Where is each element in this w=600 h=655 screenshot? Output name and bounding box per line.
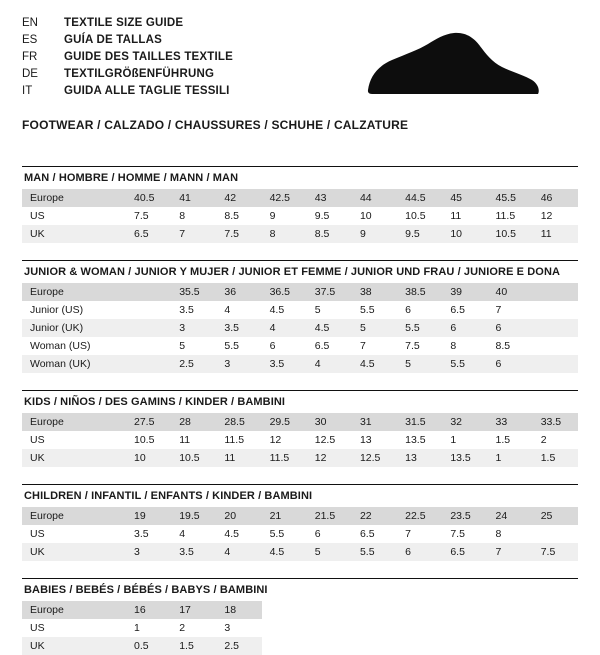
cell: 4.5 xyxy=(262,301,307,319)
table-row xyxy=(22,337,578,355)
row-label: Junior (US) xyxy=(22,301,126,319)
cell: 6 xyxy=(397,301,442,319)
cell: 7.5 xyxy=(442,525,487,543)
section-divider xyxy=(22,260,578,261)
cell: 33.5 xyxy=(533,413,578,431)
cell: 6 xyxy=(488,319,533,337)
cell: 4 xyxy=(307,355,352,373)
size-table-kids xyxy=(22,413,578,467)
cell xyxy=(126,301,171,319)
row-label: US xyxy=(22,619,126,637)
section-man xyxy=(22,166,578,243)
cell: 5.5 xyxy=(352,301,397,319)
cell: 9 xyxy=(352,225,397,243)
cell xyxy=(352,637,397,655)
cell: 38 xyxy=(352,283,397,301)
cell xyxy=(533,283,578,301)
language-title: GUIDE DES TAILLES TEXTILE xyxy=(64,51,233,63)
cell: 22.5 xyxy=(397,507,442,525)
cell: 9.5 xyxy=(307,207,352,225)
language-row xyxy=(22,84,233,101)
cell: 45.5 xyxy=(488,189,533,207)
cell: 18 xyxy=(216,601,261,619)
cell: 6.5 xyxy=(352,525,397,543)
size-table-babies xyxy=(22,601,578,655)
cell: 1.5 xyxy=(488,431,533,449)
cell: 2.5 xyxy=(216,637,261,655)
cell: 5.5 xyxy=(442,355,487,373)
cell xyxy=(533,525,578,543)
footwear-heading: FOOTWEAR / CALZADO / CHAUSSURES / SCHUHE / CALZATURE xyxy=(22,118,409,132)
cell xyxy=(488,619,533,637)
cell xyxy=(397,601,442,619)
cell xyxy=(533,637,578,655)
section-kids xyxy=(22,390,578,467)
cell: 4.5 xyxy=(352,355,397,373)
cell: 4 xyxy=(262,319,307,337)
cell: 5.5 xyxy=(352,543,397,561)
cell xyxy=(262,601,307,619)
cell: 8.5 xyxy=(307,225,352,243)
cell xyxy=(533,601,578,619)
cell: 1 xyxy=(488,449,533,467)
cell: 12 xyxy=(262,431,307,449)
cell xyxy=(126,355,171,373)
row-label: Europe xyxy=(22,283,126,301)
section-title: KIDS / NIÑOS / DES GAMINS / KINDER / BAMBINI xyxy=(24,396,286,408)
cell: 13.5 xyxy=(442,449,487,467)
dress-shoe-icon xyxy=(362,30,542,106)
cell xyxy=(397,619,442,637)
language-code: DE xyxy=(22,68,38,80)
cell: 8.5 xyxy=(216,207,261,225)
cell: 2 xyxy=(533,431,578,449)
cell: 13.5 xyxy=(397,431,442,449)
cell: 6.5 xyxy=(307,337,352,355)
cell: 11.5 xyxy=(488,207,533,225)
cell: 11 xyxy=(442,207,487,225)
table-row xyxy=(22,543,578,561)
cell: 11.5 xyxy=(262,449,307,467)
cell: 31.5 xyxy=(397,413,442,431)
table-row xyxy=(22,189,578,207)
cell: 21.5 xyxy=(307,507,352,525)
cell: 37.5 xyxy=(307,283,352,301)
cell: 6.5 xyxy=(442,543,487,561)
cell: 38.5 xyxy=(397,283,442,301)
row-label: US xyxy=(22,207,126,225)
cell: 42 xyxy=(216,189,261,207)
cell: 9 xyxy=(262,207,307,225)
cell: 4 xyxy=(216,543,261,561)
section-title: BABIES / BEBÉS / BÉBÉS / BABYS / BAMBINI xyxy=(24,584,268,596)
cell: 32 xyxy=(442,413,487,431)
cell: 40.5 xyxy=(126,189,171,207)
cell: 31 xyxy=(352,413,397,431)
cell: 7 xyxy=(352,337,397,355)
cell: 12 xyxy=(533,207,578,225)
cell: 7 xyxy=(488,301,533,319)
cell: 10 xyxy=(126,449,171,467)
cell: 0.5 xyxy=(126,637,171,655)
cell: 33 xyxy=(488,413,533,431)
cell: 40 xyxy=(488,283,533,301)
cell: 12.5 xyxy=(352,449,397,467)
cell: 27.5 xyxy=(126,413,171,431)
language-row xyxy=(22,50,233,67)
cell: 2 xyxy=(171,619,216,637)
cell: 10.5 xyxy=(488,225,533,243)
table-row xyxy=(22,413,578,431)
row-label: US xyxy=(22,525,126,543)
cell xyxy=(533,319,578,337)
cell: 8 xyxy=(488,525,533,543)
table-row xyxy=(22,283,578,301)
cell: 6 xyxy=(397,543,442,561)
table-row xyxy=(22,301,578,319)
table-row xyxy=(22,637,578,655)
cell: 19 xyxy=(126,507,171,525)
cell: 7.5 xyxy=(126,207,171,225)
cell: 3.5 xyxy=(126,525,171,543)
section-title: MAN / HOMBRE / HOMME / MANN / MAN xyxy=(24,172,239,184)
row-label: US xyxy=(22,431,126,449)
cell: 44.5 xyxy=(397,189,442,207)
cell xyxy=(442,619,487,637)
cell xyxy=(442,637,487,655)
cell: 16 xyxy=(126,601,171,619)
cell: 41 xyxy=(171,189,216,207)
cell: 4 xyxy=(171,525,216,543)
cell xyxy=(262,637,307,655)
row-label: Europe xyxy=(22,413,126,431)
section-junior-woman xyxy=(22,260,578,373)
cell xyxy=(307,637,352,655)
row-label: Junior (UK) xyxy=(22,319,126,337)
cell: 6.5 xyxy=(442,301,487,319)
table-row xyxy=(22,355,578,373)
cell: 28.5 xyxy=(216,413,261,431)
cell xyxy=(352,601,397,619)
cell: 20 xyxy=(216,507,261,525)
cell xyxy=(533,355,578,373)
section-title: CHILDREN / INFANTIL / ENFANTS / KINDER / BAMBINI xyxy=(24,490,313,502)
cell: 22 xyxy=(352,507,397,525)
cell: 4.5 xyxy=(216,525,261,543)
cell: 25 xyxy=(533,507,578,525)
section-title: JUNIOR & WOMAN / JUNIOR Y MUJER / JUNIOR ET FEMME / JUNIOR UND FRAU / JUNIORE E DONA xyxy=(24,266,561,278)
cell: 7 xyxy=(171,225,216,243)
cell: 1 xyxy=(126,619,171,637)
table-row xyxy=(22,207,578,225)
cell: 11 xyxy=(171,431,216,449)
row-label: UK xyxy=(22,225,126,243)
row-label: UK xyxy=(22,543,126,561)
row-label: Woman (UK) xyxy=(22,355,126,373)
cell: 8 xyxy=(262,225,307,243)
cell: 28 xyxy=(171,413,216,431)
cell xyxy=(442,601,487,619)
row-label: UK xyxy=(22,449,126,467)
cell: 3.5 xyxy=(171,543,216,561)
document-header xyxy=(22,16,578,108)
language-row xyxy=(22,16,233,33)
cell: 10.5 xyxy=(126,431,171,449)
cell: 2.5 xyxy=(171,355,216,373)
cell: 12.5 xyxy=(307,431,352,449)
cell: 8 xyxy=(171,207,216,225)
size-table-junior-woman xyxy=(22,283,578,373)
cell: 1.5 xyxy=(171,637,216,655)
cell: 4.5 xyxy=(307,319,352,337)
cell: 8.5 xyxy=(488,337,533,355)
table-row xyxy=(22,431,578,449)
cell: 1 xyxy=(442,431,487,449)
cell: 17 xyxy=(171,601,216,619)
language-row xyxy=(22,67,233,84)
cell: 19.5 xyxy=(171,507,216,525)
cell: 10 xyxy=(442,225,487,243)
cell: 4.5 xyxy=(262,543,307,561)
cell: 5.5 xyxy=(262,525,307,543)
cell: 29.5 xyxy=(262,413,307,431)
table-row xyxy=(22,525,578,543)
cell xyxy=(126,319,171,337)
cell: 1.5 xyxy=(533,449,578,467)
cell: 30 xyxy=(307,413,352,431)
cell: 44 xyxy=(352,189,397,207)
section-divider xyxy=(22,484,578,485)
cell xyxy=(307,619,352,637)
cell: 7.5 xyxy=(533,543,578,561)
section-babies xyxy=(22,578,578,655)
table-row xyxy=(22,619,578,637)
row-label: Europe xyxy=(22,601,126,619)
section-divider xyxy=(22,578,578,579)
cell: 6 xyxy=(488,355,533,373)
cell xyxy=(533,337,578,355)
cell: 5 xyxy=(307,543,352,561)
language-title-list xyxy=(22,16,233,101)
cell: 8 xyxy=(442,337,487,355)
cell: 10 xyxy=(352,207,397,225)
language-code: FR xyxy=(22,51,38,63)
language-title: GUIDA ALLE TAGLIE TESSILI xyxy=(64,85,230,97)
cell xyxy=(397,637,442,655)
cell: 5 xyxy=(307,301,352,319)
cell: 39 xyxy=(442,283,487,301)
cell: 10.5 xyxy=(397,207,442,225)
cell: 12 xyxy=(307,449,352,467)
cell: 13 xyxy=(352,431,397,449)
cell: 36 xyxy=(216,283,261,301)
language-code: EN xyxy=(22,17,38,29)
language-code: IT xyxy=(22,85,33,97)
size-table-man xyxy=(22,189,578,243)
cell: 10.5 xyxy=(171,449,216,467)
table-row xyxy=(22,225,578,243)
row-label: UK xyxy=(22,637,126,655)
table-row xyxy=(22,507,578,525)
row-label: Europe xyxy=(22,507,126,525)
language-code: ES xyxy=(22,34,38,46)
cell: 42.5 xyxy=(262,189,307,207)
cell xyxy=(262,619,307,637)
cell: 11 xyxy=(216,449,261,467)
cell: 9.5 xyxy=(397,225,442,243)
language-title: GUÍA DE TALLAS xyxy=(64,34,162,46)
cell: 7.5 xyxy=(397,337,442,355)
table-row xyxy=(22,449,578,467)
cell xyxy=(352,619,397,637)
cell: 7 xyxy=(397,525,442,543)
cell: 24 xyxy=(488,507,533,525)
cell: 45 xyxy=(442,189,487,207)
cell: 5 xyxy=(397,355,442,373)
cell: 3 xyxy=(126,543,171,561)
cell: 5 xyxy=(171,337,216,355)
table-row xyxy=(22,601,578,619)
cell: 6.5 xyxy=(126,225,171,243)
cell xyxy=(488,601,533,619)
section-children xyxy=(22,484,578,561)
cell: 6 xyxy=(307,525,352,543)
cell: 6 xyxy=(442,319,487,337)
cell: 3 xyxy=(216,355,261,373)
cell: 3.5 xyxy=(216,319,261,337)
cell: 5 xyxy=(352,319,397,337)
cell: 6 xyxy=(262,337,307,355)
cell: 3 xyxy=(216,619,261,637)
cell: 7 xyxy=(488,543,533,561)
cell: 11.5 xyxy=(216,431,261,449)
cell: 3.5 xyxy=(262,355,307,373)
row-label: Woman (US) xyxy=(22,337,126,355)
language-title: TEXTILE SIZE GUIDE xyxy=(64,17,184,29)
language-row xyxy=(22,33,233,50)
section-divider xyxy=(22,390,578,391)
cell: 21 xyxy=(262,507,307,525)
cell: 36.5 xyxy=(262,283,307,301)
cell: 23.5 xyxy=(442,507,487,525)
section-divider xyxy=(22,166,578,167)
cell xyxy=(533,301,578,319)
cell xyxy=(307,601,352,619)
cell: 13 xyxy=(397,449,442,467)
cell: 3 xyxy=(171,319,216,337)
cell xyxy=(126,283,171,301)
cell: 3.5 xyxy=(171,301,216,319)
cell: 5.5 xyxy=(216,337,261,355)
cell xyxy=(533,619,578,637)
cell: 7.5 xyxy=(216,225,261,243)
cell: 11 xyxy=(533,225,578,243)
cell: 43 xyxy=(307,189,352,207)
cell xyxy=(488,637,533,655)
row-label: Europe xyxy=(22,189,126,207)
table-row xyxy=(22,319,578,337)
cell: 46 xyxy=(533,189,578,207)
cell: 4 xyxy=(216,301,261,319)
cell: 35.5 xyxy=(171,283,216,301)
size-table-children xyxy=(22,507,578,561)
language-title: TEXTILGRÖßENFÜHRUNG xyxy=(64,68,215,80)
cell: 5.5 xyxy=(397,319,442,337)
cell xyxy=(126,337,171,355)
